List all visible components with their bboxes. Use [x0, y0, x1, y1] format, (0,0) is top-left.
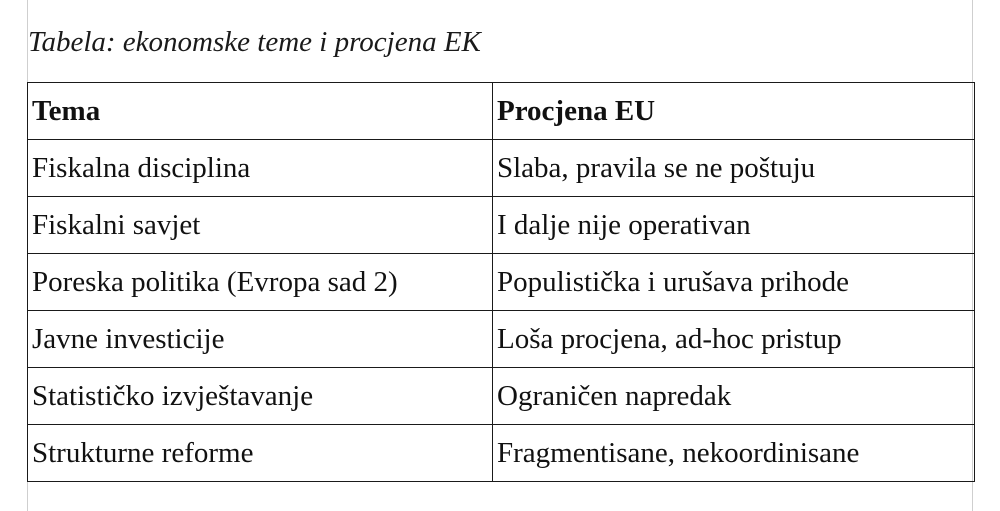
assessment-cell: Fragmentisane, nekoordinisane [493, 425, 975, 482]
table-row [28, 197, 975, 254]
header-topic: Tema [28, 83, 493, 140]
table-row [28, 425, 975, 482]
topic-cell: Statističko izvještavanje [28, 368, 493, 425]
topic-cell: Fiskalna disciplina [28, 140, 493, 197]
topic-cell: Poreska politika (Evropa sad 2) [28, 254, 493, 311]
table-row [28, 254, 975, 311]
assessment-cell: Ograničen napredak [493, 368, 975, 425]
topic-cell: Fiskalni savjet [28, 197, 493, 254]
assessment-cell: Slaba, pravila se ne poštuju [493, 140, 975, 197]
table-caption: Tabela: ekonomske teme i procjena EK [28, 26, 481, 58]
table-row [28, 311, 975, 368]
assessment-cell: Loša procjena, ad-hoc pristup [493, 311, 975, 368]
assessment-cell: Populistička i urušava prihode [493, 254, 975, 311]
topic-cell: Strukturne reforme [28, 425, 493, 482]
topic-cell: Javne investicije [28, 311, 493, 368]
economic-topics-table [27, 82, 975, 482]
table-row [28, 140, 975, 197]
header-eu-assessment: Procjena EU [493, 83, 975, 140]
table-row [28, 368, 975, 425]
table-header-row [28, 83, 975, 140]
assessment-cell: I dalje nije operativan [493, 197, 975, 254]
